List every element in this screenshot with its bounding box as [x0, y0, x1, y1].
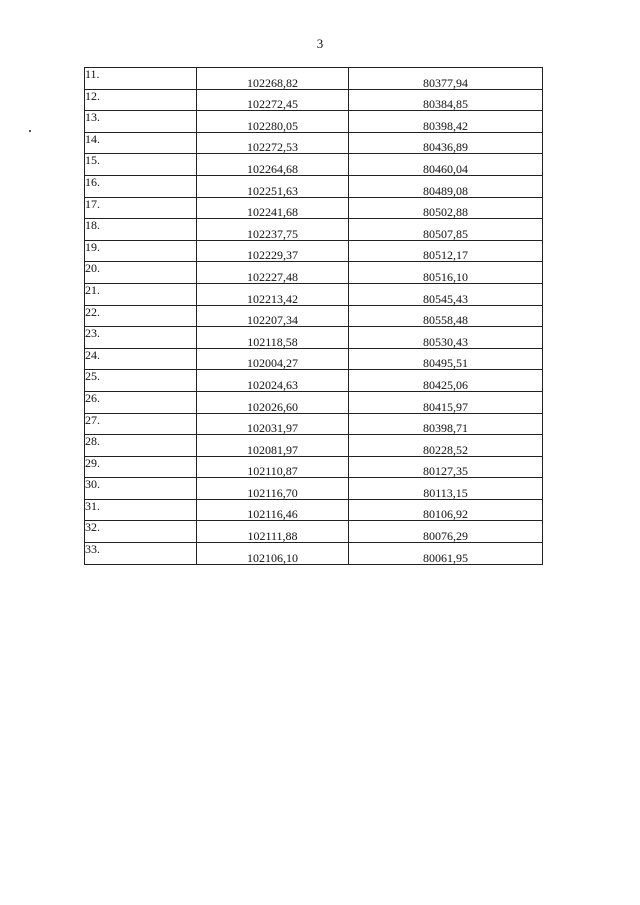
table-row [85, 68, 543, 90]
table-row [85, 348, 543, 370]
y-coordinate-cell: 80512,17 [349, 240, 543, 262]
coordinates-table [84, 67, 543, 565]
point-number-cell: 26. [85, 391, 197, 413]
table-row [85, 478, 543, 500]
y-coordinate-cell: 80558,48 [349, 305, 543, 327]
x-coordinate-cell: 102116,70 [197, 478, 349, 500]
x-coordinate-cell: 102229,37 [197, 240, 349, 262]
y-coordinate-cell: 80530,43 [349, 327, 543, 349]
table-row [85, 132, 543, 154]
x-coordinate-cell: 102227,48 [197, 262, 349, 284]
x-coordinate-cell: 102116,46 [197, 499, 349, 521]
y-coordinate-cell: 80460,04 [349, 154, 543, 176]
x-coordinate-cell: 102207,34 [197, 305, 349, 327]
table-row [85, 543, 543, 565]
table-row [85, 456, 543, 478]
point-number-cell: 24. [85, 348, 197, 370]
table-row [85, 262, 543, 284]
x-coordinate-cell: 102213,42 [197, 283, 349, 305]
y-coordinate-cell: 80436,89 [349, 132, 543, 154]
table-row [85, 89, 543, 111]
scan-speck [29, 130, 31, 132]
y-coordinate-cell: 80516,10 [349, 262, 543, 284]
y-coordinate-cell: 80377,94 [349, 68, 543, 90]
point-number-cell: 30. [85, 478, 197, 500]
y-coordinate-cell: 80425,06 [349, 370, 543, 392]
y-coordinate-cell: 80228,52 [349, 435, 543, 457]
point-number-cell: 32. [85, 521, 197, 543]
y-coordinate-cell: 80398,42 [349, 111, 543, 133]
table-row [85, 240, 543, 262]
y-coordinate-cell: 80384,85 [349, 89, 543, 111]
point-number-cell: 27. [85, 413, 197, 435]
y-coordinate-cell: 80502,88 [349, 197, 543, 219]
table-row [85, 154, 543, 176]
x-coordinate-cell: 102241,68 [197, 197, 349, 219]
x-coordinate-cell: 102024,63 [197, 370, 349, 392]
table-row [85, 219, 543, 241]
point-number-cell: 16. [85, 175, 197, 197]
table-row [85, 413, 543, 435]
x-coordinate-cell: 102031,97 [197, 413, 349, 435]
x-coordinate-cell: 102280,05 [197, 111, 349, 133]
table-row [85, 391, 543, 413]
point-number-cell: 21. [85, 283, 197, 305]
point-number-cell: 28. [85, 435, 197, 457]
x-coordinate-cell: 102251,63 [197, 175, 349, 197]
y-coordinate-cell: 80127,35 [349, 456, 543, 478]
x-coordinate-cell: 102026,60 [197, 391, 349, 413]
point-number-cell: 29. [85, 456, 197, 478]
point-number-cell: 12. [85, 89, 197, 111]
y-coordinate-cell: 80076,29 [349, 521, 543, 543]
point-number-cell: 23. [85, 327, 197, 349]
y-coordinate-cell: 80061,95 [349, 543, 543, 565]
y-coordinate-cell: 80489,08 [349, 175, 543, 197]
y-coordinate-cell: 80495,51 [349, 348, 543, 370]
point-number-cell: 15. [85, 154, 197, 176]
table-row [85, 499, 543, 521]
point-number-cell: 18. [85, 219, 197, 241]
x-coordinate-cell: 102111,88 [197, 521, 349, 543]
x-coordinate-cell: 102237,75 [197, 219, 349, 241]
x-coordinate-cell: 102272,45 [197, 89, 349, 111]
point-number-cell: 17. [85, 197, 197, 219]
x-coordinate-cell: 102264,68 [197, 154, 349, 176]
table-row [85, 435, 543, 457]
y-coordinate-cell: 80545,43 [349, 283, 543, 305]
x-coordinate-cell: 102118,58 [197, 327, 349, 349]
y-coordinate-cell: 80415,97 [349, 391, 543, 413]
y-coordinate-cell: 80113,15 [349, 478, 543, 500]
x-coordinate-cell: 102272,53 [197, 132, 349, 154]
table-row [85, 327, 543, 349]
table-row [85, 197, 543, 219]
point-number-cell: 25. [85, 370, 197, 392]
coordinates-table-body [85, 68, 543, 565]
table-row [85, 370, 543, 392]
table-row [85, 175, 543, 197]
table-row [85, 111, 543, 133]
x-coordinate-cell: 102268,82 [197, 68, 349, 90]
table-row [85, 521, 543, 543]
point-number-cell: 31. [85, 499, 197, 521]
table-row [85, 305, 543, 327]
page-number: 3 [316, 36, 324, 51]
x-coordinate-cell: 102110,87 [197, 456, 349, 478]
x-coordinate-cell: 102081,97 [197, 435, 349, 457]
point-number-cell: 22. [85, 305, 197, 327]
point-number-cell: 14. [85, 132, 197, 154]
table-row [85, 283, 543, 305]
point-number-cell: 33. [85, 543, 197, 565]
y-coordinate-cell: 80507,85 [349, 219, 543, 241]
x-coordinate-cell: 102004,27 [197, 348, 349, 370]
point-number-cell: 13. [85, 111, 197, 133]
y-coordinate-cell: 80106,92 [349, 499, 543, 521]
point-number-cell: 20. [85, 262, 197, 284]
x-coordinate-cell: 102106,10 [197, 543, 349, 565]
y-coordinate-cell: 80398,71 [349, 413, 543, 435]
point-number-cell: 19. [85, 240, 197, 262]
point-number-cell: 11. [85, 68, 197, 90]
